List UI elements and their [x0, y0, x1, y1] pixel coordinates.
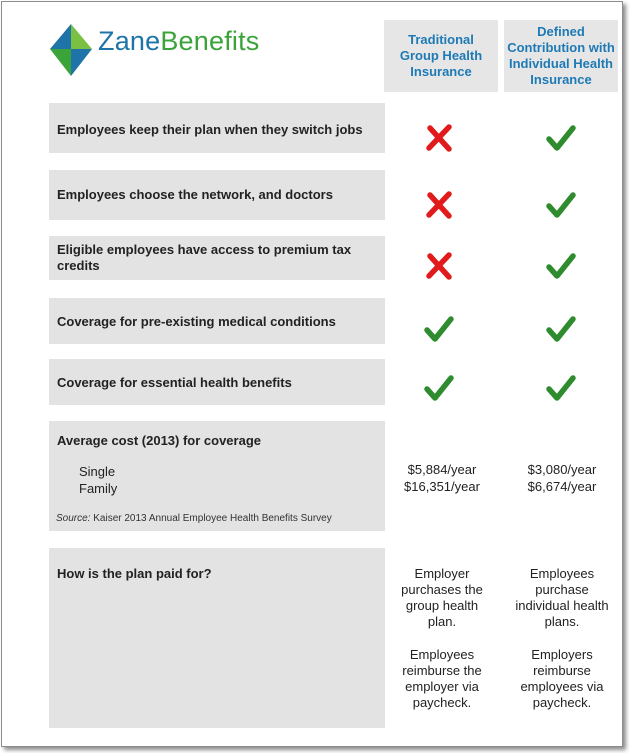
cost-traditional-single: $5,884/year [407, 462, 477, 477]
cost-single-label: Single [79, 464, 116, 479]
check-icon [546, 190, 576, 220]
check-icon [546, 123, 576, 153]
logo-text [98, 26, 260, 57]
column-header-traditional [384, 20, 498, 92]
row-label: Coverage for essential health benefits [57, 375, 292, 390]
row-how-paid [49, 548, 385, 728]
cost-source-note [56, 513, 332, 524]
logo-text-benefits: Benefits [160, 26, 260, 56]
check-icon [546, 314, 576, 344]
row-keep-plan [49, 103, 385, 153]
check-icon [424, 314, 454, 344]
cross-icon [424, 190, 454, 220]
row-label: Average cost (2013) for coverage [57, 433, 262, 448]
column-header-defined-label: Defined Contribution with Individual Health Insurance [507, 24, 615, 87]
cost-family-label: Family [79, 481, 118, 496]
row-label: Employees keep their plan when they switch jobs [57, 122, 363, 137]
cost-defined-family: $6,674/year [527, 479, 597, 494]
row-essential-benefits [49, 359, 385, 405]
row-preexisting [49, 298, 385, 344]
column-header-defined [504, 20, 618, 92]
check-icon [546, 373, 576, 403]
paid-traditional-purchase: Employer purchases the group health plan. [401, 566, 483, 629]
paid-defined-reimburse: Employers reimburse employees via paycheck. [520, 647, 604, 710]
row-label: Coverage for pre-existing medical conditions [57, 314, 336, 329]
logo-mark-icon [48, 22, 94, 78]
row-choose-network [49, 170, 385, 220]
comparison-sheet [1, 1, 623, 747]
check-icon [424, 373, 454, 403]
source-prefix: Source: [56, 513, 91, 524]
logo-text-zane: Zane [98, 26, 161, 56]
zanebenefits-logo [48, 22, 268, 78]
row-tax-credits [49, 236, 385, 280]
cost-traditional-family: $16,351/year [404, 479, 480, 494]
row-label: Eligible employees have access to premium tax credits [57, 242, 352, 273]
row-label: How is the plan paid for? [57, 566, 212, 581]
paid-traditional-reimburse: Employees reimburse the employer via paycheck. [402, 647, 482, 710]
cost-defined-single: $3,080/year [527, 462, 597, 477]
cross-icon [424, 123, 454, 153]
column-header-traditional-label: Traditional Group Health Insurance [399, 32, 483, 79]
paid-defined-purchase: Employees purchase individual health plans. [515, 566, 609, 629]
row-label: Employees choose the network, and doctors [57, 187, 333, 202]
check-icon [546, 251, 576, 281]
cross-icon [424, 251, 454, 281]
source-text: Kaiser 2013 Annual Employee Health Benefits Survey [90, 513, 332, 524]
